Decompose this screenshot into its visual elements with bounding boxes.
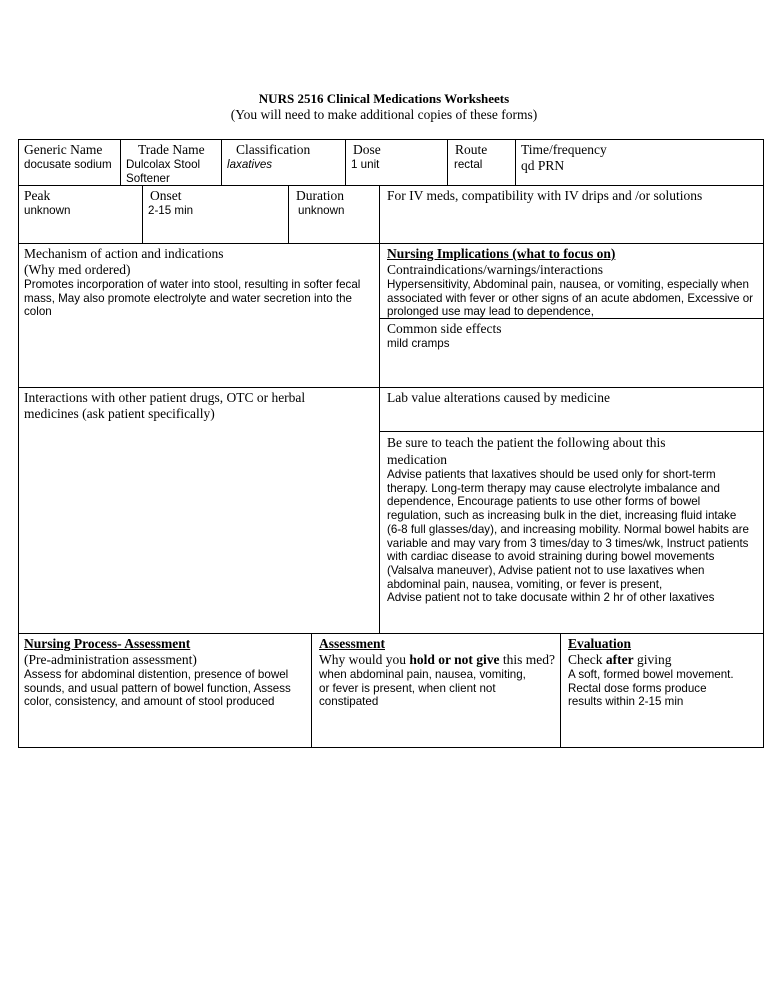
check-post: giving: [633, 652, 672, 667]
side-effects-value: mild cramps: [387, 337, 450, 350]
lab-values-cell: [380, 388, 763, 431]
time-frequency-label: Time/frequency: [521, 142, 607, 157]
evaluation-value: A soft, formed bowel movement. Rectal dose forms produce results within 2-15 min: [568, 668, 734, 709]
dose-value: 1 unit: [351, 158, 380, 171]
assessment-value: when abdominal pain, nausea, vomiting, or fever is present, when client not constipated: [319, 668, 526, 709]
mechanism-value: Promotes incorporation of water into stool, resulting in softer fecal mass, May also promote electrolyte and water secretion into the colon: [24, 278, 361, 319]
peak-label: Peak: [24, 188, 51, 203]
mechanism-sublabel: (Why med ordered): [24, 262, 131, 277]
nursing-process-value: Assess for abdominal distention, presence of bowel sounds, and usual pattern of bowel function, Assess color, consistency, and amount of stool produced: [24, 668, 291, 709]
nursing-process-cell: [19, 634, 311, 747]
nursing-process-label: Nursing Process- Assessment: [24, 636, 191, 651]
evaluation-cell: [561, 634, 763, 747]
mechanism-label: Mechanism of action and indications: [24, 246, 224, 261]
nursing-implications-label: Nursing Implications (what to focus on): [387, 246, 616, 261]
classification-value: laxatives: [227, 158, 273, 171]
route-value: rectal: [454, 158, 483, 171]
assessment-cell: [312, 634, 560, 747]
iv-meds-label: For IV meds, compatibility with IV drips and /or solutions: [387, 188, 703, 203]
iv-meds-cell: [380, 186, 763, 243]
generic-name-cell: [19, 140, 120, 185]
route-cell: [448, 140, 515, 185]
mechanism-cell: [19, 244, 379, 387]
check-pre: Check: [568, 652, 606, 667]
onset-value: 2-15 min: [148, 204, 194, 217]
contraindications-value: Hypersensitivity, Abdominal pain, nausea, or vomiting, especially when associated with fever or other signs of an acute abdomen, Excessive or prolonged use may lead to dependence,: [387, 278, 754, 318]
table-border: [18, 747, 764, 748]
question-post: this med?: [499, 652, 556, 667]
trade-name-label: Trade Name: [138, 142, 205, 157]
trade-name-value: Dulcolax Stool Softener: [126, 158, 201, 185]
time-frequency-value: qd PRN: [521, 158, 565, 173]
patient-teaching-label: Be sure to teach the patient the following about this medication: [387, 435, 666, 467]
table-border: [763, 139, 764, 748]
interactions-label: Interactions with other patient drugs, OTC or herbal medicines (ask patient specifically): [24, 390, 306, 421]
evaluation-label: Evaluation: [568, 636, 632, 651]
page-subtitle: (You will need to make additional copies of these forms): [230, 107, 538, 122]
patient-teaching-value: Advise patients that laxatives should be used only for short-term therapy. Long-term therapy may cause electrolyte imbalance and dependence, Encourage patients to use other forms of bowel regulation, such as increasing bulk in the diet, increasing fluid intake (6-8 full glasses/day), and increasing mobility. Normal bowel habits are variable and may vary from 3 times/day to 3 times/wk, Instruct patients with cardiac disease to avoid straining during bowel movements (Valsalva maneuver), Advise patient not to use laxatives when abdominal pain, nausea, vomiting, or fever is present,: [387, 468, 749, 591]
classification-cell: [222, 140, 345, 185]
check-bold: after: [605, 652, 634, 667]
time-frequency-cell: [516, 140, 763, 185]
dose-cell: [346, 140, 447, 185]
onset-cell: [143, 186, 288, 243]
peak-cell: [19, 186, 142, 243]
nursing-implications-cell: [380, 244, 763, 318]
question-bold: hold or not give: [409, 652, 500, 667]
question-pre: Why would you: [319, 652, 410, 667]
duration-label: Duration: [296, 188, 344, 203]
patient-teaching-value-2: Advise patient not to take docusate within 2 hr of other laxatives: [387, 591, 715, 605]
assessment-label: Assessment: [319, 636, 385, 651]
side-effects-cell: [380, 319, 763, 387]
evaluation-check: [566, 652, 758, 668]
classification-label: Classification: [236, 142, 311, 157]
onset-label: Onset: [150, 188, 182, 203]
lab-values-label: Lab value alterations caused by medicine: [387, 390, 611, 405]
trade-name-cell: [121, 140, 221, 185]
page-title: NURS 2516 Clinical Medications Worksheets: [258, 91, 510, 106]
pre-admin-label: (Pre-administration assessment): [24, 652, 197, 667]
interactions-cell: [19, 388, 379, 633]
side-effects-label: Common side effects: [387, 321, 502, 336]
assessment-question: [317, 652, 555, 668]
dose-label: Dose: [353, 142, 381, 157]
peak-value: unknown: [24, 204, 71, 217]
generic-name-label: Generic Name: [24, 142, 103, 157]
contraindications-label: Contraindications/warnings/interactions: [387, 262, 603, 277]
duration-cell: [289, 186, 379, 243]
duration-value: unknown: [298, 204, 345, 217]
route-label: Route: [455, 142, 488, 157]
generic-name-value: docusate sodium: [24, 158, 112, 171]
patient-teaching-cell: [380, 432, 763, 633]
